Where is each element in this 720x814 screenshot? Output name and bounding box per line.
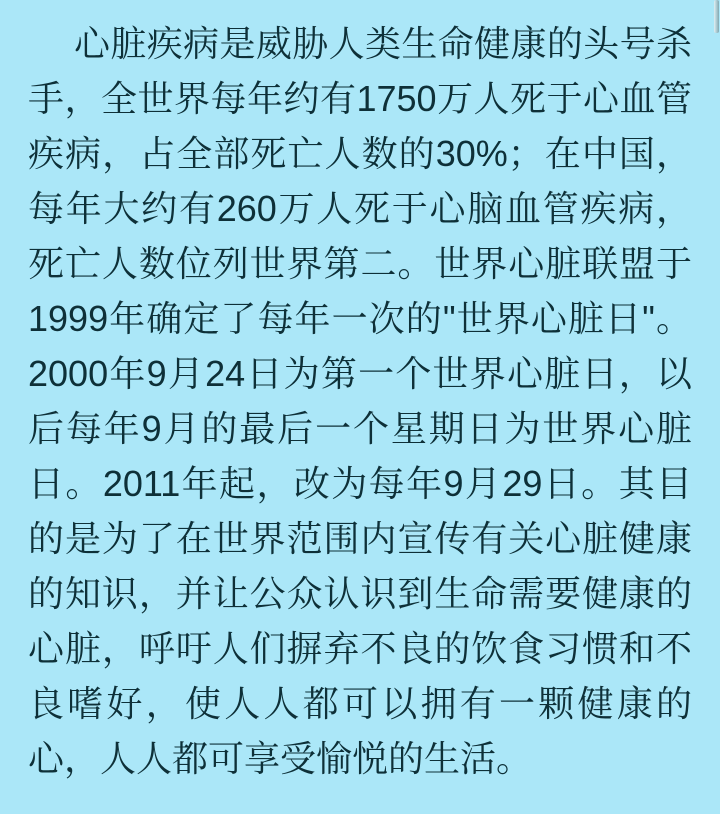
text-line: 心，人人都可享受愉悦的生活。 — [28, 738, 533, 779]
text-line: 心脏，呼吁人们摒弃不良的饮食习惯和不 — [28, 628, 692, 669]
text-line: 的知识，并让公众认识到生命需要健康的 — [28, 573, 692, 614]
text-line: 每年大约有260万人死于心脑血管疾病， — [28, 188, 692, 229]
scrollbar-thumb[interactable] — [714, 0, 719, 33]
text-line: 2000年9月24日为第一个世界心脏日，以 — [28, 353, 692, 394]
text-line: 手，全世界每年约有1750万人死于心血管 — [28, 78, 692, 119]
text-line: 后每年9月的最后一个星期日为世界心脏 — [28, 408, 692, 449]
text-line: 1999年确定了每年一次的"世界心脏日"。 — [28, 298, 692, 339]
text-line: 良嗜好，使人人都可以拥有一颗健康的 — [28, 683, 692, 724]
text-line: 心脏疾病是威胁人类生命健康的头号杀 — [74, 23, 692, 64]
text-line: 日。2011年起，改为每年9月29日。其目 — [28, 463, 692, 504]
text-line: 疾病，占全部死亡人数的30%；在中国， — [28, 133, 692, 174]
text-line: 的是为了在世界范围内宣传有关心脏健康 — [28, 518, 692, 559]
article-text — [28, 16, 692, 786]
text-line: 死亡人数位列世界第二。世界心脏联盟于 — [28, 243, 692, 284]
